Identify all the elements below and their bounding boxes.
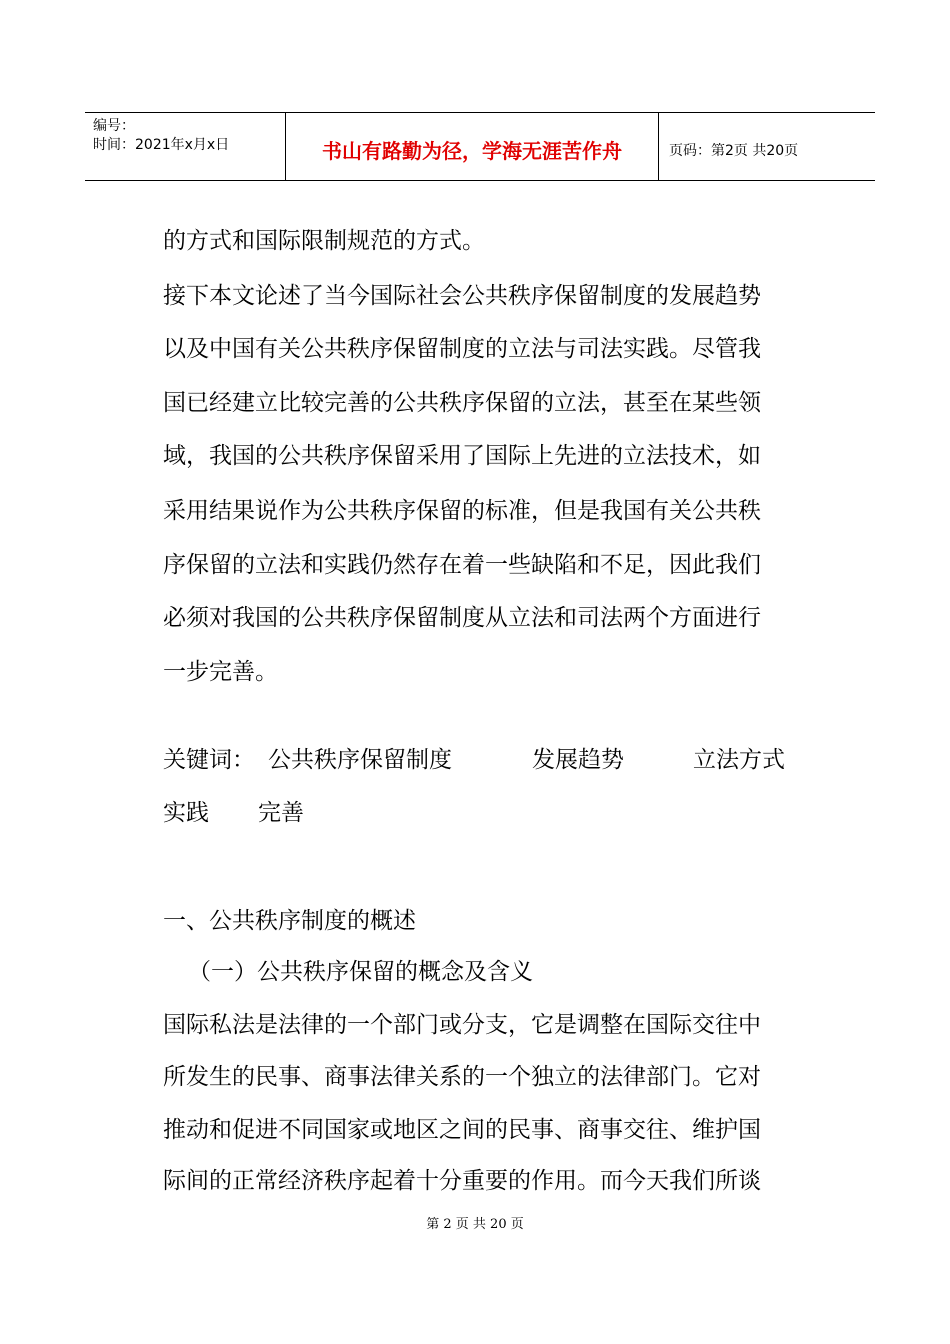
body-line: 国已经建立比较完善的公共秩序保留的立法，甚至在某些领 xyxy=(163,390,761,416)
header-page-info: 页码：第2页 共20页 xyxy=(669,143,799,159)
keyword-item: 完善 xyxy=(258,800,304,826)
document-header xyxy=(85,112,875,181)
body-line: 接下本文论述了当今国际社会公共秩序保留制度的发展趋势 xyxy=(163,283,761,309)
body-line: 的方式和国际限制规范的方式。 xyxy=(163,228,485,254)
body-line: 以及中国有关公共秩序保留制度的立法与司法实践。尽管我 xyxy=(163,336,761,362)
keyword-item: 立法方式 xyxy=(693,747,785,773)
paragraph-line: 国际私法是法律的一个部门或分支，它是调整在国际交往中 xyxy=(163,1012,761,1038)
document-number-label: 编号： xyxy=(93,118,135,134)
section-heading: 一、公共秩序制度的概述 xyxy=(163,908,416,934)
header-page-cell xyxy=(659,113,875,180)
subsection-heading: （一）公共秩序保留的概念及含义 xyxy=(188,959,533,985)
body-line: 必须对我国的公共秩序保留制度从立法和司法两个方面进行 xyxy=(163,605,761,631)
keywords-label: 关键词： xyxy=(163,747,255,773)
paragraph-line: 所发生的民事、商事法律关系的一个独立的法律部门。它对 xyxy=(163,1064,761,1090)
header-meta-cell xyxy=(85,113,285,180)
body-line: 域，我国的公共秩序保留采用了国际上先进的立法技术，如 xyxy=(163,443,761,469)
document-date-label: 时间：2021年x月x日 xyxy=(93,137,230,153)
paragraph-line: 际间的正常经济秩序起着十分重要的作用。而今天我们所谈 xyxy=(163,1168,761,1194)
body-line: 序保留的立法和实践仍然存在着一些缺陷和不足，因此我们 xyxy=(163,552,761,578)
header-slogan: 书山有路勤为径，学海无涯苦作舟 xyxy=(322,139,622,163)
keyword-item: 公共秩序保留制度 xyxy=(268,747,452,773)
paragraph-line: 推动和促进不同国家或地区之间的民事、商事交往、维护国 xyxy=(163,1117,761,1143)
keyword-item: 发展趋势 xyxy=(532,747,624,773)
header-slogan-cell xyxy=(285,113,659,180)
keyword-item: 实践 xyxy=(163,800,209,826)
body-line: 采用结果说作为公共秩序保留的标准，但是我国有关公共秩 xyxy=(163,498,761,524)
page-footer: 第 2 页 共 20 页 xyxy=(426,1217,524,1232)
body-line: 一步完善。 xyxy=(163,659,278,685)
